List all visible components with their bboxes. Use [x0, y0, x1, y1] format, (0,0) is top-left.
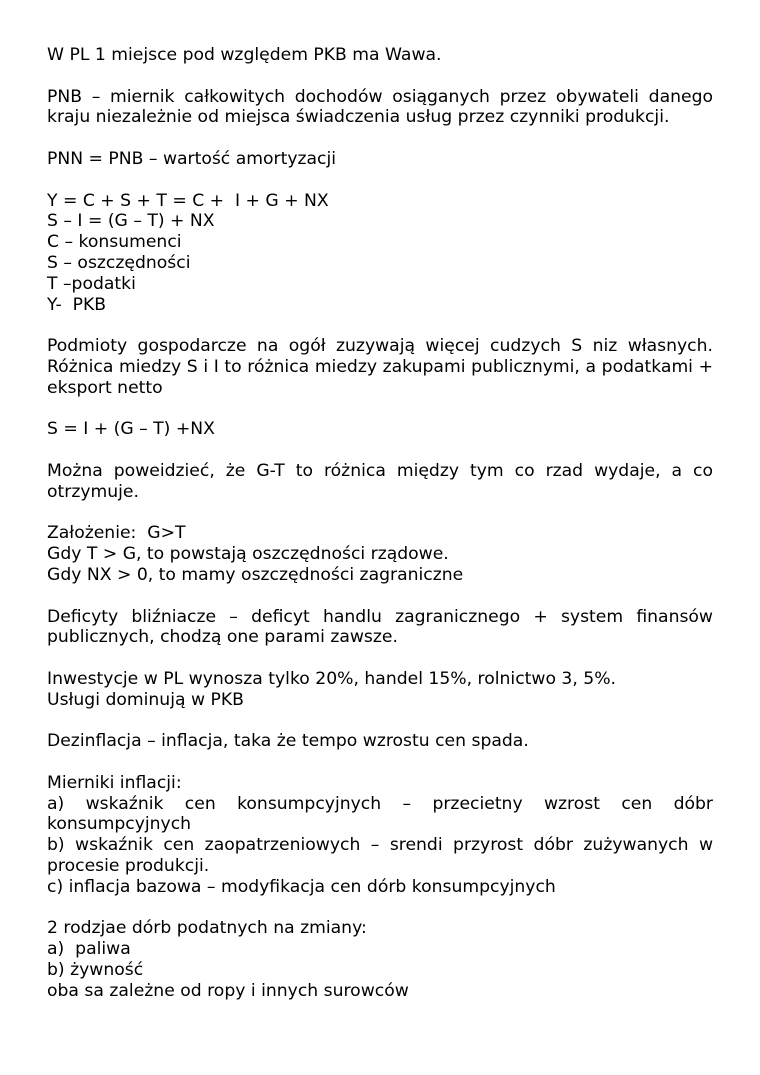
text-line: Gdy T > G, to powstają oszczędności rządowe. [47, 544, 449, 565]
paragraph [47, 877, 713, 898]
text-line: C – konsumenci [47, 232, 182, 253]
paragraph [47, 731, 713, 752]
text-line: S = I + (G – T) +NX [47, 419, 215, 440]
paragraph [47, 607, 713, 649]
paragraph [47, 544, 713, 586]
paragraph [47, 149, 713, 170]
text-line: S – I = (G – T) + NX [47, 211, 215, 232]
text-line: Założenie: G>T [47, 523, 186, 544]
text-line: 2 rodzjae dórb podatnych na zmiany: [47, 918, 367, 939]
text-line: b) żywność [47, 960, 144, 981]
paragraph [47, 773, 713, 794]
text-line: PNN = PNB – wartość amortyzacji [47, 148, 337, 169]
text-line: T –podatki [47, 273, 136, 294]
text-line: Inwestycje w PL wynosza tylko 20%, handel 15%, rolnictwo 3, 5%. [47, 668, 617, 689]
paragraph [47, 835, 713, 877]
paragraph [47, 45, 713, 66]
paragraph [47, 191, 713, 316]
text-line: Y- PKB [47, 294, 107, 315]
paragraph [47, 669, 713, 711]
text-line: Podmioty gospodarcze na ogół zuzywają więcej cudzych S niz własnych. Różnica miedzy S i I to różnica miedzy zakupami publicznymi, a podatkami + eksport netto [47, 336, 713, 398]
text-line: Y = C + S + T = C + I + G + NX [47, 190, 329, 211]
paragraph [47, 419, 713, 440]
text-line: b) wskaźnik cen zaopatrzeniowych – srendi przyrost dóbr zużywanych w procesie produkcji. [47, 835, 713, 877]
text-line: Dezinflacja – inflacja, taka że tempo wzrostu cen spada. [47, 731, 529, 752]
paragraph [47, 523, 713, 544]
text-line: a) paliwa [47, 939, 131, 960]
text-line: W PL 1 miejsce pod względem PKB ma Wawa. [47, 45, 442, 65]
text-line: S – oszczędności [47, 252, 191, 273]
text-line: Usługi dominują w PKB [47, 689, 244, 710]
paragraph [47, 87, 713, 129]
paragraph [47, 336, 713, 398]
text-line: c) inflacja bazowa – modyfikacja cen dórb konsumpcyjnych [47, 876, 556, 897]
document-page [47, 45, 713, 1022]
text-line: Gdy NX > 0, to mamy oszczędności zagraniczne [47, 564, 464, 585]
paragraph [47, 918, 713, 1001]
text-line: Mierniki inflacji: [47, 772, 182, 793]
text-line: Można poweidzieć, że G-T to różnica między tym co rzad wydaje, a co otrzymuje. [47, 460, 713, 502]
text-line: oba sa zależne od ropy i innych surowców [47, 980, 409, 1001]
text-line: PNB – miernik całkowitych dochodów osiąganych przez obywateli danego kraju niezależnie od miejsca świadczenia usług przez czynniki produkcji. [47, 86, 713, 128]
text-line: Deficyty bliźniacze – deficyt handlu zagranicznego + system finansów publicznych, chodzą one parami zawsze. [47, 606, 713, 648]
paragraph [47, 794, 713, 836]
paragraph [47, 461, 713, 503]
text-line: a) wskaźnik cen konsumpcyjnych – przecietny wzrost cen dóbr konsumpcyjnych [47, 793, 713, 835]
